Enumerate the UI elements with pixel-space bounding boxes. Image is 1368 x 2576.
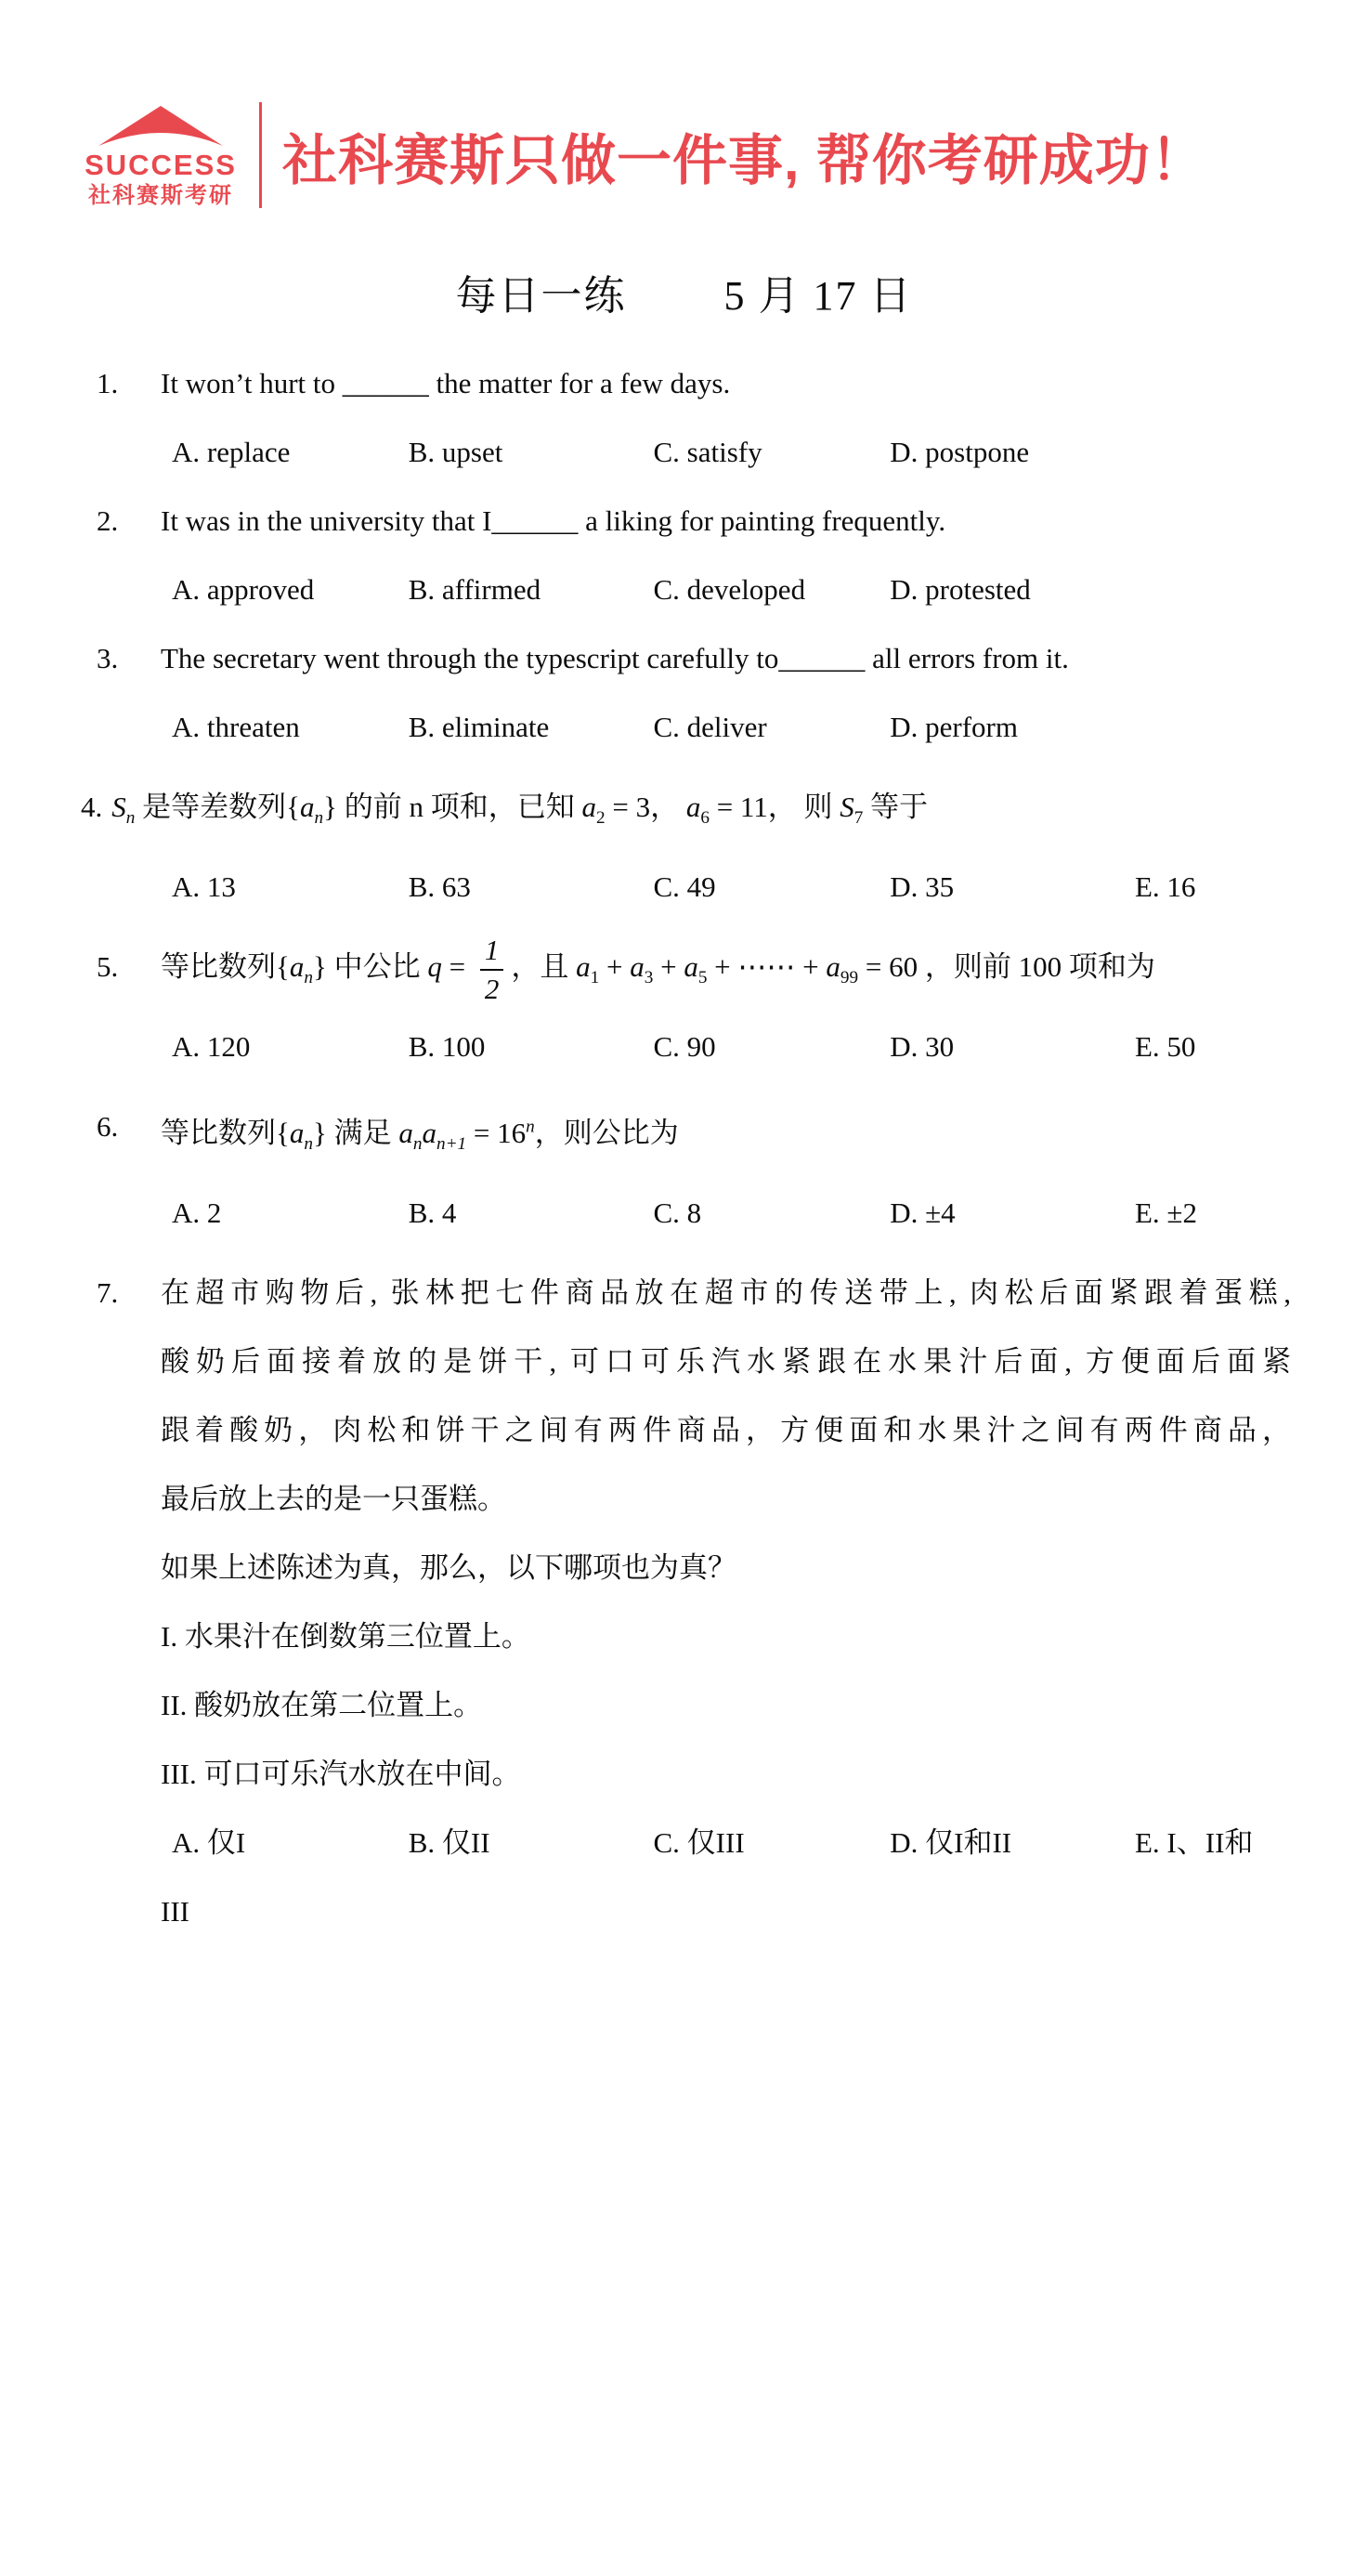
question-6-options: [0, 1179, 1368, 1248]
question-7-option-e-tail-text: III: [161, 1894, 189, 1928]
question-1-options: [0, 418, 1368, 487]
question-1-text: It won’t hurt to ______ the matter for a few days.: [161, 367, 731, 399]
question-6: [0, 1092, 1368, 1248]
question-7-option-d: D. 仅I和II: [890, 1825, 1012, 1859]
question-5-options: [0, 1013, 1368, 1081]
question-7-statement-3: [0, 1740, 1368, 1809]
question-5-option-b: B. 100: [408, 1030, 486, 1064]
header-slogan: 社科赛斯只做一件事, 帮你考研成功！: [282, 129, 1206, 191]
question-7-option-e: E. I、II和: [1135, 1825, 1254, 1859]
question-2-option-b: B. affirmed: [408, 573, 541, 606]
question-3-options: [0, 693, 1368, 762]
question-2-text: It was in the university that I______ a liking for painting frequently.: [161, 504, 946, 537]
question-7-prompt: [0, 1534, 1368, 1602]
question-5-option-e: E. 50: [1135, 1030, 1196, 1064]
question-6-option-c: C. 8: [653, 1196, 702, 1229]
question-1: [0, 349, 1368, 487]
question-2: [0, 487, 1368, 624]
question-7-stem-line-2: [0, 1327, 1291, 1396]
question-6-number: 6.: [97, 1110, 119, 1144]
question-7-statement-2-text: II. 酸奶放在第二位置上。: [161, 1688, 483, 1721]
question-7-stem-line-3: [0, 1396, 1291, 1465]
question-5-stem: [0, 933, 1368, 1013]
question-4-number: 4.: [81, 791, 103, 823]
question-7-option-e-tail: [0, 1877, 1368, 1946]
question-4-option-a: A. 13: [172, 870, 236, 904]
question-7-statement-1-text: I. 水果汁在倒数第三位置上。: [161, 1619, 530, 1653]
question-3-option-a: A. threaten: [172, 711, 300, 743]
question-1-number: 1.: [97, 367, 119, 399]
question-7-option-a: A. 仅I: [172, 1825, 246, 1859]
question-5: [0, 933, 1368, 1081]
question-2-options: [0, 556, 1368, 624]
question-1-stem: [0, 349, 1368, 418]
question-5-option-a: A. 120: [172, 1030, 251, 1064]
question-2-number: 2.: [97, 504, 119, 537]
question-7-text-line-2: 酸奶后面接着放的是饼干, 可口可乐汽水紧跟在水果汁后面, 方便面后面紧: [161, 1344, 1291, 1378]
question-7-prompt-text: 如果上述陈述为真，那么，以下哪项也为真？: [161, 1550, 736, 1584]
brand-name: SUCCESS: [85, 149, 237, 181]
question-7-text-line-4: 最后放上去的是一只蛋糕。: [161, 1482, 506, 1515]
question-6-stem: [0, 1092, 1368, 1179]
question-7-stem-line-1: [0, 1259, 1291, 1327]
question-6-option-e: E. ±2: [1135, 1196, 1197, 1229]
title-date: 5 月 17 日: [723, 273, 913, 319]
question-5-option-d: D. 30: [890, 1030, 955, 1064]
question-3-option-b: B. eliminate: [408, 711, 550, 743]
question-7-statement-3-text: III. 可口可乐汽水放在中间。: [161, 1757, 521, 1790]
page-header: [79, 102, 1206, 208]
question-7-number: 7.: [97, 1275, 119, 1309]
question-7: [0, 1259, 1368, 1946]
title-name: 每日一练: [455, 273, 627, 319]
question-4: [0, 773, 1368, 922]
question-6-option-a: A. 2: [172, 1196, 222, 1229]
question-7-text-line-3: 跟着酸奶，肉松和饼干之间有两件商品，方便面和水果汁之间有两件商品，: [161, 1413, 1291, 1446]
question-6-option-d: D. ±4: [890, 1196, 956, 1229]
question-5-text: 等比数列$\{a_n\}$ 中公比 q = $\frac{1}{2}$ ，且 $a_1 + a_3 + a_5$ + ⋯⋯ + $a_{99} = 60$ ，则前 100 项和为: [161, 934, 1155, 1005]
question-7-option-b: B. 仅II: [408, 1825, 490, 1859]
question-4-text: $S_n$ 是等差数列$\{a_n\}$ 的前 n 项和，已知 $a_2 = 3$， $a_6 = 11$， 则 $S_7$ 等于: [111, 791, 929, 829]
question-5-number: 5.: [97, 950, 119, 984]
question-2-option-d: D. protested: [890, 573, 1031, 606]
question-4-options: [0, 853, 1368, 922]
question-7-text-line-1: 在超市购物后, 张林把七件商品放在超市的传送带上, 肉松后面紧跟着蛋糕,: [161, 1275, 1291, 1309]
question-6-text: 等比数列$\{a_n\}$ 满足 $a_na_{n+1} = 16^n$，则公比为: [161, 1116, 679, 1154]
question-4-option-b: B. 63: [408, 870, 471, 904]
question-4-stem: [0, 773, 1368, 853]
question-3-option-c: C. deliver: [653, 711, 767, 743]
question-7-options: [0, 1809, 1368, 1877]
question-7-option-c: C. 仅III: [653, 1825, 745, 1859]
fraction: $\frac{1}{2}$: [480, 935, 504, 1004]
question-1-option-c: C. satisfy: [653, 436, 762, 468]
question-7-stem-line-4: [0, 1465, 1368, 1534]
question-list: [0, 349, 1368, 1946]
question-1-option-a: A. replace: [172, 436, 291, 468]
brand-logo: [79, 103, 242, 207]
question-2-option-a: A. approved: [172, 573, 315, 606]
question-2-stem: [0, 487, 1368, 556]
header-divider: [259, 102, 262, 208]
question-6-option-b: B. 4: [408, 1196, 457, 1229]
question-4-option-d: D. 35: [890, 870, 955, 904]
question-3-option-d: D. perform: [890, 711, 1018, 743]
question-3: [0, 624, 1368, 762]
question-3-stem: [0, 624, 1368, 693]
question-7-statement-2: [0, 1671, 1368, 1740]
question-3-number: 3.: [97, 642, 119, 674]
question-3-text: The secretary went through the typescript carefully to______ all errors from it.: [161, 642, 1069, 674]
page-title: [0, 262, 1368, 321]
roof-icon: [95, 103, 227, 148]
question-7-statement-1: [0, 1602, 1368, 1671]
brand-subtitle: 社科赛斯考研: [88, 183, 233, 208]
question-4-option-e: E. 16: [1135, 870, 1196, 904]
question-5-option-c: C. 90: [653, 1030, 716, 1064]
question-4-option-c: C. 49: [653, 870, 716, 904]
question-2-option-c: C. developed: [653, 573, 806, 606]
question-1-option-d: D. postpone: [890, 436, 1030, 468]
question-1-option-b: B. upset: [408, 436, 503, 468]
